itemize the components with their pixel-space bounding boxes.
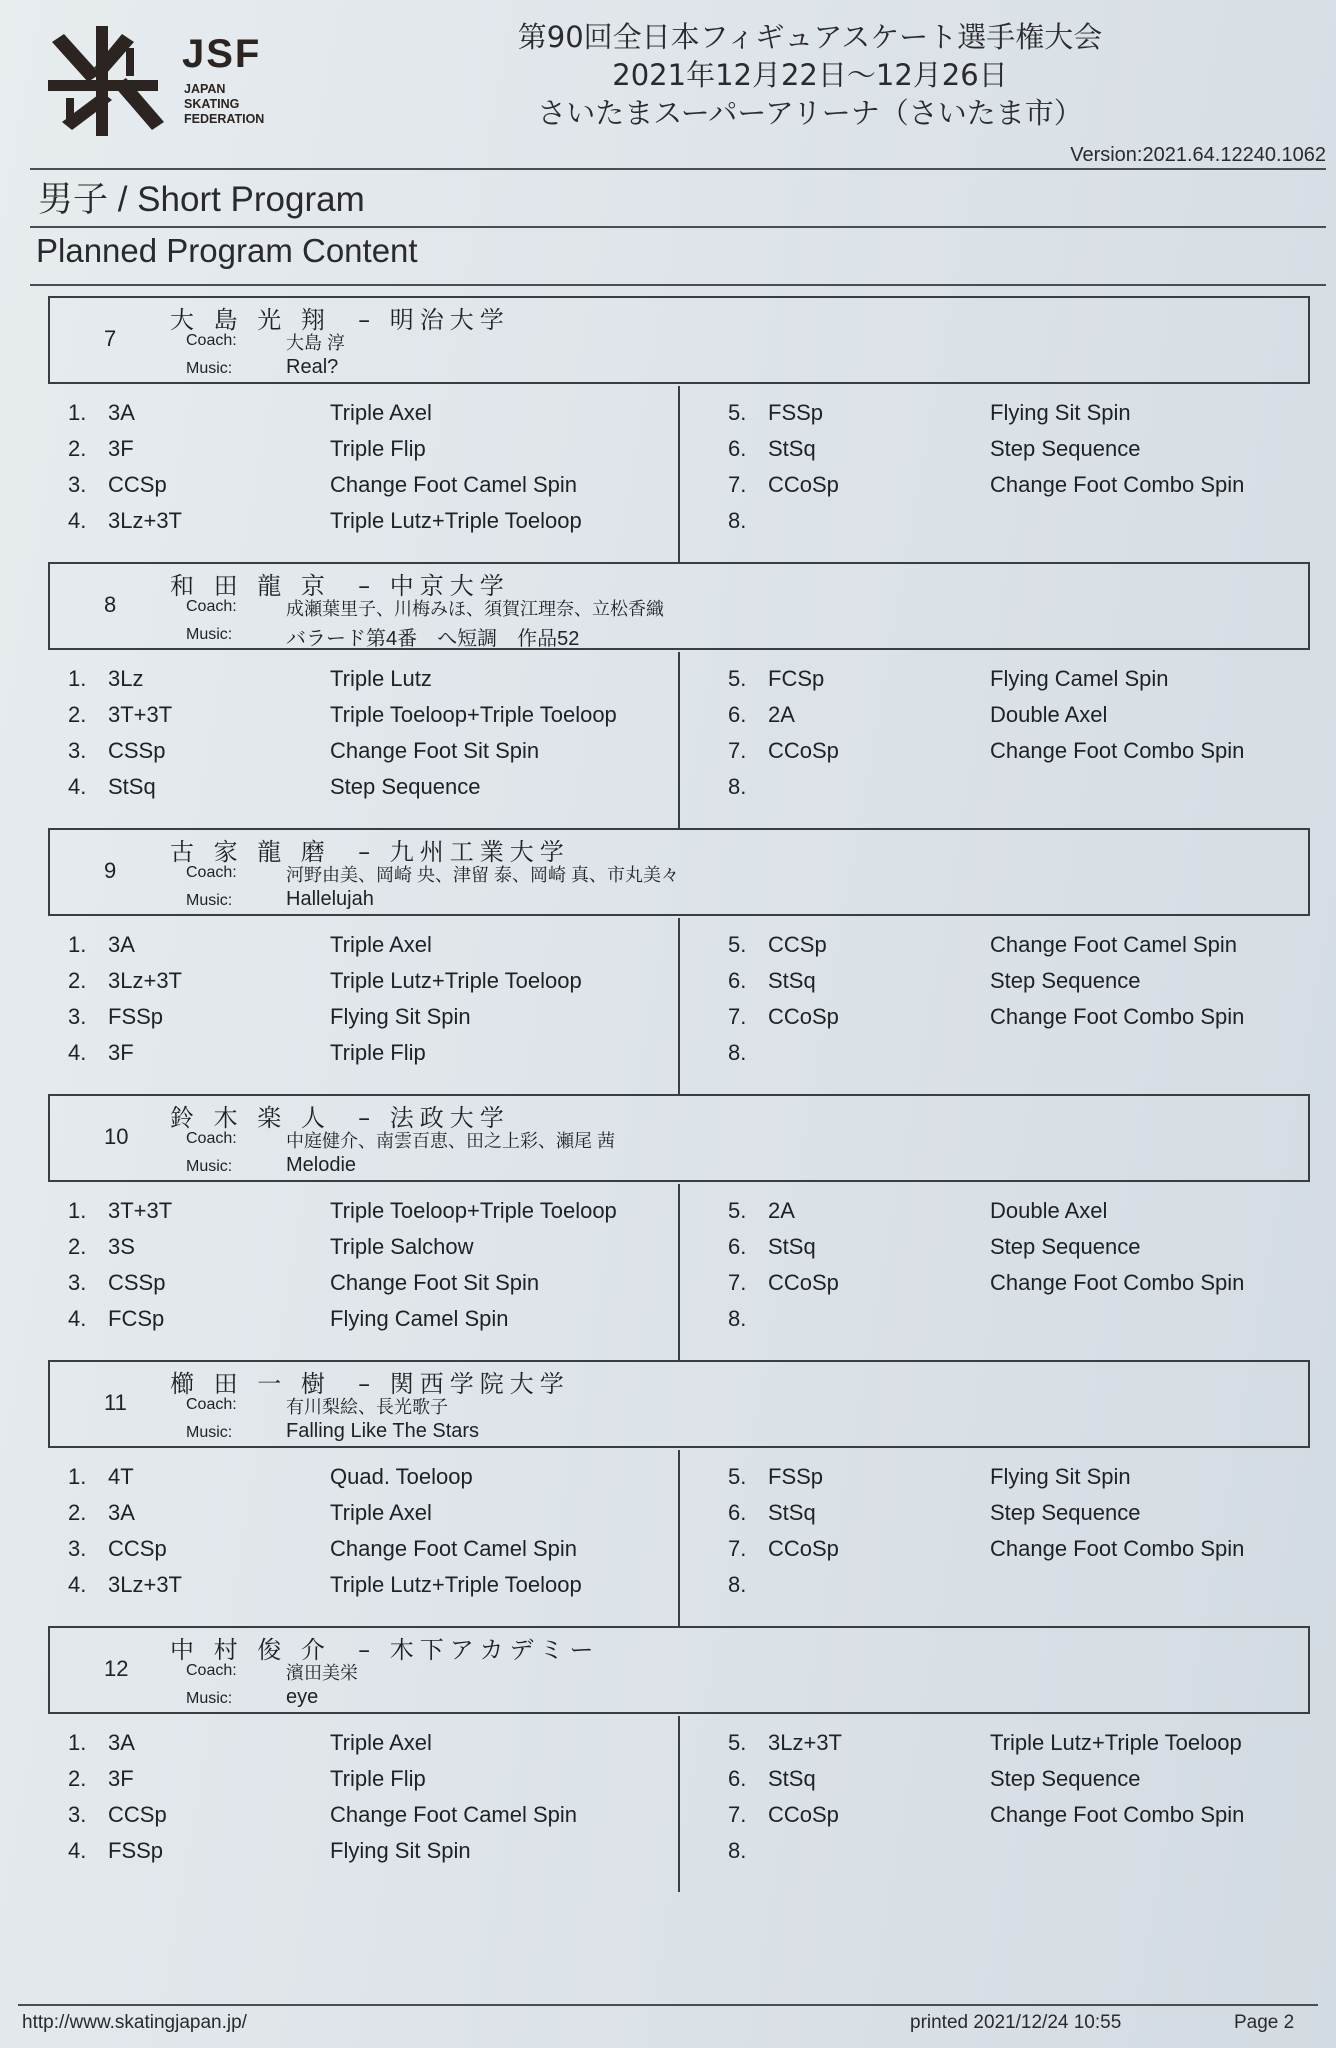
element-number: 6. <box>728 968 747 993</box>
music-value: eye <box>286 1686 319 1708</box>
element-code: FCSp <box>108 1306 165 1331</box>
element-description: Flying Camel Spin <box>990 666 1169 691</box>
event-venue: さいたまスーパーアリーナ（さいたま市） <box>537 96 1083 130</box>
element-code: CCSp <box>108 472 167 497</box>
element-number: 2. <box>68 968 87 993</box>
element-description: Quad. Toeloop <box>330 1464 473 1489</box>
element-description: Triple Toeloop+Triple Toeloop <box>330 702 617 727</box>
skater-name <box>170 1630 600 1665</box>
element-code: 3Lz <box>108 666 144 691</box>
element-number: 3. <box>68 738 87 763</box>
coach-label: Coach: <box>186 598 237 615</box>
element-description: Triple Lutz+Triple Toeloop <box>330 968 582 993</box>
element-number: 3. <box>68 472 87 497</box>
jsf-snowflake-icon <box>44 22 174 140</box>
element-code: 3A <box>108 1730 135 1755</box>
element-code: FCSp <box>768 666 825 691</box>
element-number: 3. <box>68 1270 87 1295</box>
skater-name-text: 大 島 光 翔 <box>170 306 331 334</box>
element-number: 5. <box>728 932 747 957</box>
element-number: 2. <box>68 436 87 461</box>
element-code: 3A <box>108 400 135 425</box>
element-description: Triple Axel <box>330 932 432 957</box>
event-dates: 2021年12月22日～12月26日 <box>612 58 1008 92</box>
element-code: StSq <box>768 1766 816 1791</box>
element-description: Triple Flip <box>330 436 426 461</box>
skater-club: – 法政大学 <box>358 1104 510 1132</box>
column-separator <box>678 386 680 562</box>
music-label: Music: <box>186 360 233 377</box>
element-description: Flying Camel Spin <box>330 1306 509 1331</box>
element-number: 2. <box>68 702 87 727</box>
element-code: FSSp <box>768 1464 824 1489</box>
section-title: Planned Program Content <box>36 232 418 269</box>
element-description: Triple Flip <box>330 1040 426 1065</box>
element-code: CCSp <box>108 1802 167 1827</box>
skater-name-text: 櫛 田 一 樹 <box>170 1370 331 1398</box>
element-number: 1. <box>68 1198 87 1223</box>
element-number: 8. <box>728 1838 747 1863</box>
skater-header-box <box>48 296 1310 384</box>
element-description: Triple Lutz+Triple Toeloop <box>330 508 582 533</box>
element-code: StSq <box>768 968 816 993</box>
skater-header-box <box>48 828 1310 916</box>
skater-name-text: 鈴 木 楽 人 <box>170 1104 331 1132</box>
element-code: CCSp <box>108 1536 167 1561</box>
coach-value: 有川梨絵、長光歌子 <box>286 1397 448 1417</box>
skater-club: – 九州工業大学 <box>358 838 570 866</box>
music-value: Real? <box>286 356 339 378</box>
element-description: Flying Sit Spin <box>330 1004 471 1029</box>
music-label: Music: <box>186 1158 233 1175</box>
coach-label: Coach: <box>186 332 237 349</box>
element-description: Step Sequence <box>990 1234 1141 1259</box>
element-code: 3F <box>108 1040 134 1065</box>
element-code: 3T+3T <box>108 702 173 727</box>
element-number: 8. <box>728 508 747 533</box>
element-description: Double Axel <box>990 1198 1108 1223</box>
element-description: Step Sequence <box>990 968 1141 993</box>
element-code: CCoSp <box>768 1270 839 1295</box>
element-description: Triple Lutz+Triple Toeloop <box>990 1730 1242 1755</box>
element-description: Triple Toeloop+Triple Toeloop <box>330 1198 617 1223</box>
version-label: Version:2021.64.12240.1062 <box>1070 144 1326 166</box>
element-code: 3F <box>108 436 134 461</box>
element-code: FSSp <box>108 1838 164 1863</box>
music-label: Music: <box>186 1424 233 1441</box>
element-number: 2. <box>68 1766 87 1791</box>
coach-value: 濱田美栄 <box>286 1663 358 1683</box>
element-number: 7. <box>728 738 747 763</box>
element-code: 3Lz+3T <box>768 1730 842 1755</box>
footer-page: Page 2 <box>1234 2012 1295 2033</box>
element-description: Change Foot Sit Spin <box>330 1270 540 1295</box>
element-code: 3F <box>108 1766 134 1791</box>
element-description: Change Foot Combo Spin <box>990 1802 1245 1827</box>
skater-header-box <box>48 1360 1310 1448</box>
element-description: Step Sequence <box>330 774 481 799</box>
element-number: 7. <box>728 1536 747 1561</box>
column-separator <box>678 918 680 1094</box>
skater-number: 7 <box>104 326 117 351</box>
element-description: Double Axel <box>990 702 1108 727</box>
music-label: Music: <box>186 626 233 643</box>
skater-club: – 木下アカデミー <box>358 1636 600 1664</box>
element-code: CCoSp <box>768 738 839 763</box>
music-label: Music: <box>186 892 233 909</box>
element-description: Triple Flip <box>330 1766 426 1791</box>
element-code: CSSp <box>108 738 166 763</box>
element-number: 8. <box>728 1040 747 1065</box>
element-number: 7. <box>728 1802 747 1827</box>
music-value: バラード第4番 へ短調 作品52 <box>286 628 580 650</box>
element-description: Step Sequence <box>990 1766 1141 1791</box>
element-number: 5. <box>728 666 747 691</box>
divider <box>30 226 1326 228</box>
element-number: 4. <box>68 1572 87 1597</box>
element-number: 4. <box>68 774 87 799</box>
element-number: 1. <box>68 932 87 957</box>
element-description: Change Foot Combo Spin <box>990 1270 1245 1295</box>
coach-label: Coach: <box>186 1396 237 1413</box>
element-number: 4. <box>68 1838 87 1863</box>
element-number: 7. <box>728 472 747 497</box>
logo-org-line: JAPAN <box>184 82 226 96</box>
element-code: CCSp <box>768 932 827 957</box>
skater-name-text: 古 家 龍 磨 <box>170 838 331 866</box>
element-number: 4. <box>68 508 87 533</box>
element-number: 7. <box>728 1270 747 1295</box>
element-number: 6. <box>728 702 747 727</box>
element-description: Triple Axel <box>330 1500 432 1525</box>
element-description: Step Sequence <box>990 1500 1141 1525</box>
element-description: Change Foot Sit Spin <box>330 738 540 763</box>
logo-org-line: SKATING <box>184 97 240 111</box>
element-description: Flying Sit Spin <box>330 1838 471 1863</box>
skater-club: – 明治大学 <box>358 306 510 334</box>
element-code: 3Lz+3T <box>108 968 182 993</box>
skater-block <box>0 296 1336 562</box>
element-description: Triple Lutz <box>330 666 432 691</box>
element-code: 2A <box>768 702 795 727</box>
element-description: Flying Sit Spin <box>990 400 1131 425</box>
column-separator <box>678 652 680 828</box>
coach-value: 河野由美、岡崎 央、津留 泰、岡崎 真、市丸美々 <box>286 865 680 885</box>
footer-divider <box>18 2004 1318 2006</box>
element-number: 4. <box>68 1040 87 1065</box>
element-number: 3. <box>68 1004 87 1029</box>
element-number: 4. <box>68 1306 87 1331</box>
element-code: FSSp <box>108 1004 164 1029</box>
element-code: CCoSp <box>768 1802 839 1827</box>
logo-text: JSF <box>182 32 262 76</box>
element-code: CCoSp <box>768 1004 839 1029</box>
element-code: 2A <box>768 1198 795 1223</box>
element-code: 3S <box>108 1234 135 1259</box>
event-info <box>480 18 1140 132</box>
skater-number: 8 <box>104 592 117 617</box>
element-code: 3A <box>108 1500 135 1525</box>
skater-block <box>0 1626 1336 1892</box>
element-code: 3Lz+3T <box>108 508 182 533</box>
skater-header-box <box>48 1094 1310 1182</box>
coach-value: 中庭健介、南雲百恵、田之上彩、瀬尾 茜 <box>286 1131 615 1151</box>
skater-number: 11 <box>104 1390 127 1415</box>
coach-value: 大島 淳 <box>286 333 346 353</box>
element-code: 3Lz+3T <box>108 1572 182 1597</box>
element-code: FSSp <box>768 400 824 425</box>
element-number: 8. <box>728 774 747 799</box>
category-title: 男子 / Short Program <box>38 180 365 219</box>
skater-number: 9 <box>104 858 117 883</box>
element-description: Triple Salchow <box>330 1234 474 1259</box>
footer-printed: printed 2021/12/24 10:55 <box>910 2012 1122 2033</box>
skater-name-text: 中 村 俊 介 <box>170 1636 331 1664</box>
element-number: 3. <box>68 1802 87 1827</box>
skater-header-box <box>48 1626 1310 1714</box>
divider <box>30 284 1326 286</box>
element-number: 8. <box>728 1306 747 1331</box>
element-code: 3A <box>108 932 135 957</box>
element-number: 6. <box>728 1234 747 1259</box>
music-value: Falling Like The Stars <box>286 1420 480 1442</box>
element-code: CCoSp <box>768 1536 839 1561</box>
element-number: 6. <box>728 1766 747 1791</box>
jsf-logo <box>44 22 284 142</box>
music-value: Hallelujah <box>286 888 374 910</box>
element-number: 3. <box>68 1536 87 1561</box>
element-description: Flying Sit Spin <box>990 1464 1131 1489</box>
footer-url: http://www.skatingjapan.jp/ <box>22 2012 247 2033</box>
element-description: Change Foot Combo Spin <box>990 738 1245 763</box>
element-number: 1. <box>68 400 87 425</box>
skater-club: – 関西学院大学 <box>358 1370 570 1398</box>
skater-block <box>0 828 1336 1094</box>
logo-org <box>184 82 264 127</box>
skater-block <box>0 1360 1336 1626</box>
element-code: StSq <box>768 1234 816 1259</box>
skater-club: – 中京大学 <box>358 572 510 600</box>
skater-number: 12 <box>104 1656 129 1681</box>
element-description: Change Foot Camel Spin <box>330 472 578 497</box>
element-code: StSq <box>768 1500 816 1525</box>
element-description: Change Foot Camel Spin <box>330 1536 578 1561</box>
element-description: Change Foot Combo Spin <box>990 472 1245 497</box>
column-separator <box>678 1716 680 1892</box>
element-code: StSq <box>108 774 156 799</box>
skater-block <box>0 1094 1336 1360</box>
element-number: 5. <box>728 1198 747 1223</box>
element-code: 3T+3T <box>108 1198 173 1223</box>
element-description: Change Foot Combo Spin <box>990 1536 1245 1561</box>
element-code: CSSp <box>108 1270 166 1295</box>
element-description: Change Foot Combo Spin <box>990 1004 1245 1029</box>
element-number: 1. <box>68 1464 87 1489</box>
coach-label: Coach: <box>186 864 237 881</box>
music-value: Melodie <box>286 1154 357 1176</box>
skater-name-text: 和 田 龍 京 <box>170 572 331 600</box>
skater-block <box>0 562 1336 828</box>
element-code: CCoSp <box>768 472 839 497</box>
element-description: Change Foot Camel Spin <box>330 1802 578 1827</box>
music-label: Music: <box>186 1690 233 1707</box>
divider <box>30 168 1326 170</box>
element-number: 6. <box>728 1500 747 1525</box>
element-code: StSq <box>768 436 816 461</box>
element-number: 1. <box>68 1730 87 1755</box>
element-description: Change Foot Camel Spin <box>990 932 1238 957</box>
element-number: 8. <box>728 1572 747 1597</box>
element-code: 4T <box>108 1464 134 1489</box>
element-number: 6. <box>728 436 747 461</box>
column-separator <box>678 1184 680 1360</box>
element-number: 1. <box>68 666 87 691</box>
skater-header-box <box>48 562 1310 650</box>
element-description: Triple Axel <box>330 400 432 425</box>
coach-label: Coach: <box>186 1662 237 1679</box>
coach-value: 成瀬葉里子、川梅みほ、須賀江理奈、立松香織 <box>286 599 664 619</box>
element-number: 5. <box>728 1730 747 1755</box>
logo-org-line: FEDERATION <box>184 112 265 126</box>
element-description: Step Sequence <box>990 436 1141 461</box>
element-number: 7. <box>728 1004 747 1029</box>
event-title: 第90回全日本フィギュアスケート選手権大会 <box>517 20 1103 54</box>
coach-label: Coach: <box>186 1130 237 1147</box>
skater-number: 10 <box>104 1124 129 1149</box>
column-separator <box>678 1450 680 1626</box>
element-number: 5. <box>728 400 747 425</box>
element-description: Triple Axel <box>330 1730 432 1755</box>
element-description: Triple Lutz+Triple Toeloop <box>330 1572 582 1597</box>
element-number: 5. <box>728 1464 747 1489</box>
element-number: 2. <box>68 1234 87 1259</box>
element-number: 2. <box>68 1500 87 1525</box>
